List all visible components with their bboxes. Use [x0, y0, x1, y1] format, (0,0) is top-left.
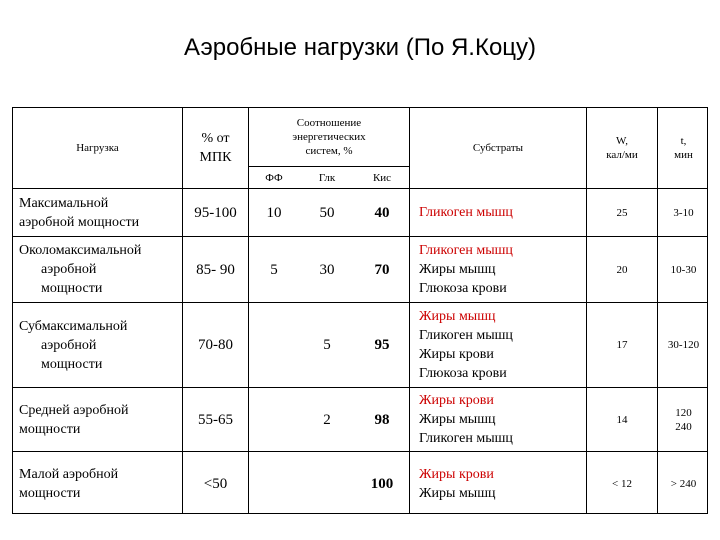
substrate-line: Жиры мышц: [419, 412, 496, 427]
load-line: Малой аэробной: [19, 466, 119, 482]
substrate-line: Жиры крови: [419, 466, 494, 482]
kis-cell: 98: [374, 411, 390, 428]
substrate-line: Гликоген мышц: [419, 431, 513, 446]
kis-cell: 100: [370, 475, 394, 492]
load-line: мощности: [19, 485, 81, 501]
cell-line: 10-30: [670, 263, 697, 276]
load-line: аэробной: [41, 337, 97, 353]
load-type-cell: [19, 237, 182, 302]
glk-cell: 50: [319, 204, 335, 221]
power-cell: 17: [616, 339, 628, 351]
header-power: W, кал/ми: [606, 135, 638, 161]
aerobic-load-table: [12, 107, 708, 514]
substrates-cell: [419, 237, 586, 302]
power-cell: 25: [616, 206, 628, 219]
time-cell: [658, 303, 709, 387]
pct-vo2max-cell: 55-65: [198, 411, 233, 428]
header-glk: Глк: [318, 171, 336, 184]
cell-line: 30-120: [667, 339, 700, 351]
ff-cell: [249, 303, 299, 387]
load-type-cell: [19, 189, 182, 236]
slide-title: Аэробные нагрузки (По Я.Коцу): [183, 34, 537, 61]
load-line: мощности: [41, 356, 103, 372]
pct-vo2max-cell: 95-100: [194, 204, 237, 221]
substrate-line: Жиры крови: [419, 393, 494, 408]
pct-vo2max-cell: 70-80: [198, 337, 233, 353]
load-type-cell: [19, 452, 182, 515]
power-cell: 20: [616, 263, 628, 276]
load-line: аэробной мощности: [19, 214, 140, 230]
header-energy-ratio: Соотношение энергетических систем, %: [292, 117, 366, 157]
header-pct-vo2max: % от МПК: [199, 131, 232, 165]
kis-cell: 95: [374, 337, 390, 353]
load-line: мощности: [41, 281, 103, 296]
load-line: мощности: [19, 421, 81, 437]
ff-cell: 5: [270, 261, 278, 278]
substrate-line: Глюкоза крови: [419, 281, 507, 296]
cell-line: 240: [675, 420, 692, 433]
load-line: Околомаксимальной: [19, 243, 142, 258]
header-ff: ФФ: [265, 171, 283, 184]
substrate-line: Жиры мышц: [419, 309, 496, 324]
time-cell: [658, 452, 709, 515]
substrate-line: Глюкоза крови: [419, 366, 507, 381]
glk-cell: 2: [323, 411, 331, 428]
substrate-line: Гликоген мышц: [419, 205, 513, 220]
time-cell: [658, 388, 709, 451]
substrates-cell: [419, 452, 586, 515]
pct-vo2max-cell: <50: [203, 475, 228, 492]
substrates-cell: [419, 303, 586, 387]
ff-cell: [249, 452, 299, 515]
header-load: Нагрузка: [76, 142, 119, 154]
load-line: Максимальной: [19, 195, 109, 211]
cell-line: 120: [675, 406, 692, 419]
ff-cell: 10: [266, 204, 282, 221]
cell-line: > 240: [670, 477, 697, 490]
load-type-cell: [19, 303, 182, 387]
time-cell: [658, 237, 709, 302]
substrate-line: Жиры мышц: [419, 485, 496, 501]
load-line: Субмаксимальной: [19, 318, 128, 334]
header-kis: Кис: [372, 171, 392, 184]
load-line: аэробной: [41, 262, 97, 277]
substrate-line: Гликоген мышц: [419, 243, 513, 258]
ff-cell: [249, 388, 299, 451]
kis-cell: 40: [374, 204, 390, 221]
load-line: Средней аэробной: [19, 402, 129, 418]
time-cell: [658, 189, 709, 236]
pct-vo2max-cell: 85- 90: [196, 261, 235, 278]
kis-cell: 70: [374, 261, 390, 278]
load-type-cell: [19, 388, 182, 451]
substrate-line: Жиры крови: [419, 347, 494, 362]
glk-cell: 30: [319, 261, 335, 278]
glk-cell: [299, 452, 355, 515]
substrates-cell: [419, 189, 586, 236]
header-time: t, мин: [674, 135, 693, 161]
power-cell: 14: [616, 413, 628, 426]
glk-cell: 5: [323, 337, 331, 353]
power-cell: < 12: [612, 477, 632, 490]
substrate-line: Жиры мышц: [419, 262, 496, 277]
substrates-cell: [419, 388, 586, 451]
cell-line: 3-10: [673, 206, 694, 219]
header-substrates: Субстраты: [472, 142, 524, 154]
substrate-line: Гликоген мышц: [419, 328, 513, 343]
